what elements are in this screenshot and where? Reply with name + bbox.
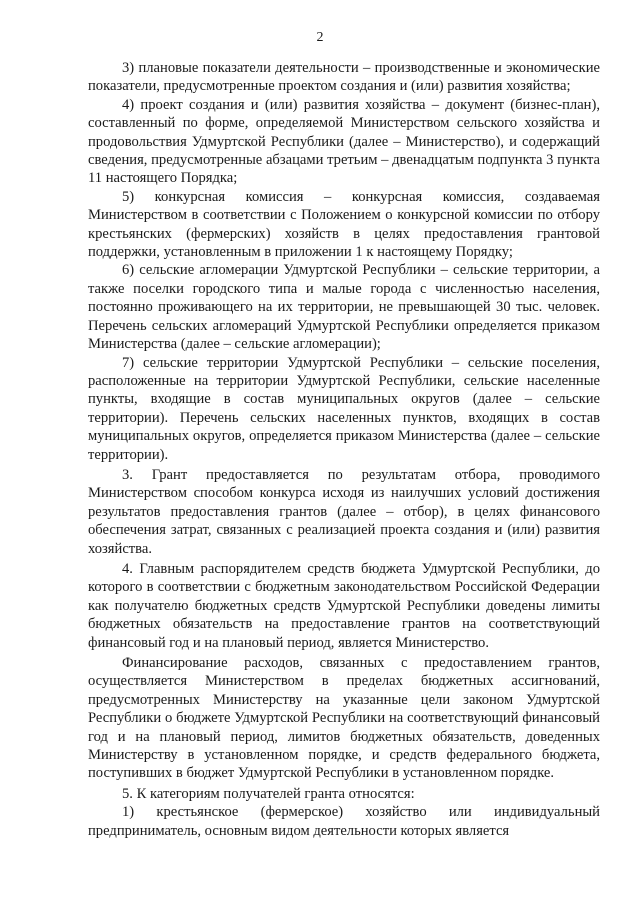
paragraph-farm-entrepreneur: 1) крестьянское (фермерское) хозяйство или индивидуальный предприниматель, основным видом деятельности которых является (88, 804, 600, 839)
paragraph-project-definition: 4) проект создания и (или) развития хозяйства – документ (бизнес-план), составленный по форме, определяемой Министерством сельского хозяйства и продовольствия Удмуртской Республики (далее – Министерство), и содержащий сведения, предусмотренные абзацами третьим – двенадцатым подпункта 3 пункта 11 настоящего Порядка; (88, 96, 600, 187)
paragraph-recipient-categories: 5. К категориям получателей гранта относятся: (122, 785, 415, 802)
document-body (88, 59, 600, 840)
paragraph-main-administrator: 4. Главным распорядителем средств бюджета Удмуртской Республики, до которого в соответствии с бюджетным законодательством Российской Федерации как получателю бюджетных средств Удмуртской Республики доведены лимиты бюджетных обязательств на предоставление грантов на соответствующий финансовый год и на плановый период, является Министерство. (88, 560, 600, 651)
paragraph-planned-indicators: 3) плановые показатели деятельности – производственные и экономические показатели, предусмотренные проектом создания и (или) развития хозяйства; (88, 60, 600, 95)
paragraph-rural-agglomerations: 6) сельские агломерации Удмуртской Республики – сельские территории, а также поселки городского типа и малые города с численностью населения, постоянно проживающего на их территории, не превышающей 30 тыс. человек. Перечень сельских агломераций Удмуртской Республики определяется приказом Министерства (далее – сельские агломерации); (88, 262, 600, 353)
paragraph-competition-commission: 5) конкурсная комиссия – конкурсная комиссия, создаваемая Министерством в соответствии с Положением о конкурсной комиссии по отбору крестьянских (фермерских) хозяйств в целях предоставления грантовой поддержки, установленным в приложении 1 к настоящему Порядку; (88, 188, 600, 261)
paragraph-rural-territories: 7) сельские территории Удмуртской Республики – сельские поселения, расположенные на территории Удмуртской Республики, сельские населенные пункты, входящие в состав муниципальных округов (далее – сельские территории). Перечень сельских населенных пунктов, входящих в состав муниципальных округов, определяется приказом Министерства (далее – сельские территории). (88, 354, 600, 463)
page-number: 2 (316, 30, 324, 45)
paragraph-financing: Финансирование расходов, связанных с предоставлением грантов, осуществляется Министерством в пределах бюджетных ассигнований, предусмотренных Министерству на указанные цели законом Удмуртской Республики о бюджете Удмуртской Республики на соответствующий финансовый год и на плановый период, лимитов бюджетных обязательств, доведенных Министерству в установленном порядке, и средств федерального бюджета, поступивших в бюджет Удмуртской Республики в установленном порядке. (88, 655, 600, 782)
paragraph-grant-selection: 3. Грант предоставляется по результатам отбора, проводимого Министерством способом конкурса исходя из наилучших условий достижения результатов предоставления грантов (далее – отбор), в целях финансового обеспечения затрат, связанных с реализацией проекта создания и (или) развития хозяйства. (88, 466, 600, 557)
